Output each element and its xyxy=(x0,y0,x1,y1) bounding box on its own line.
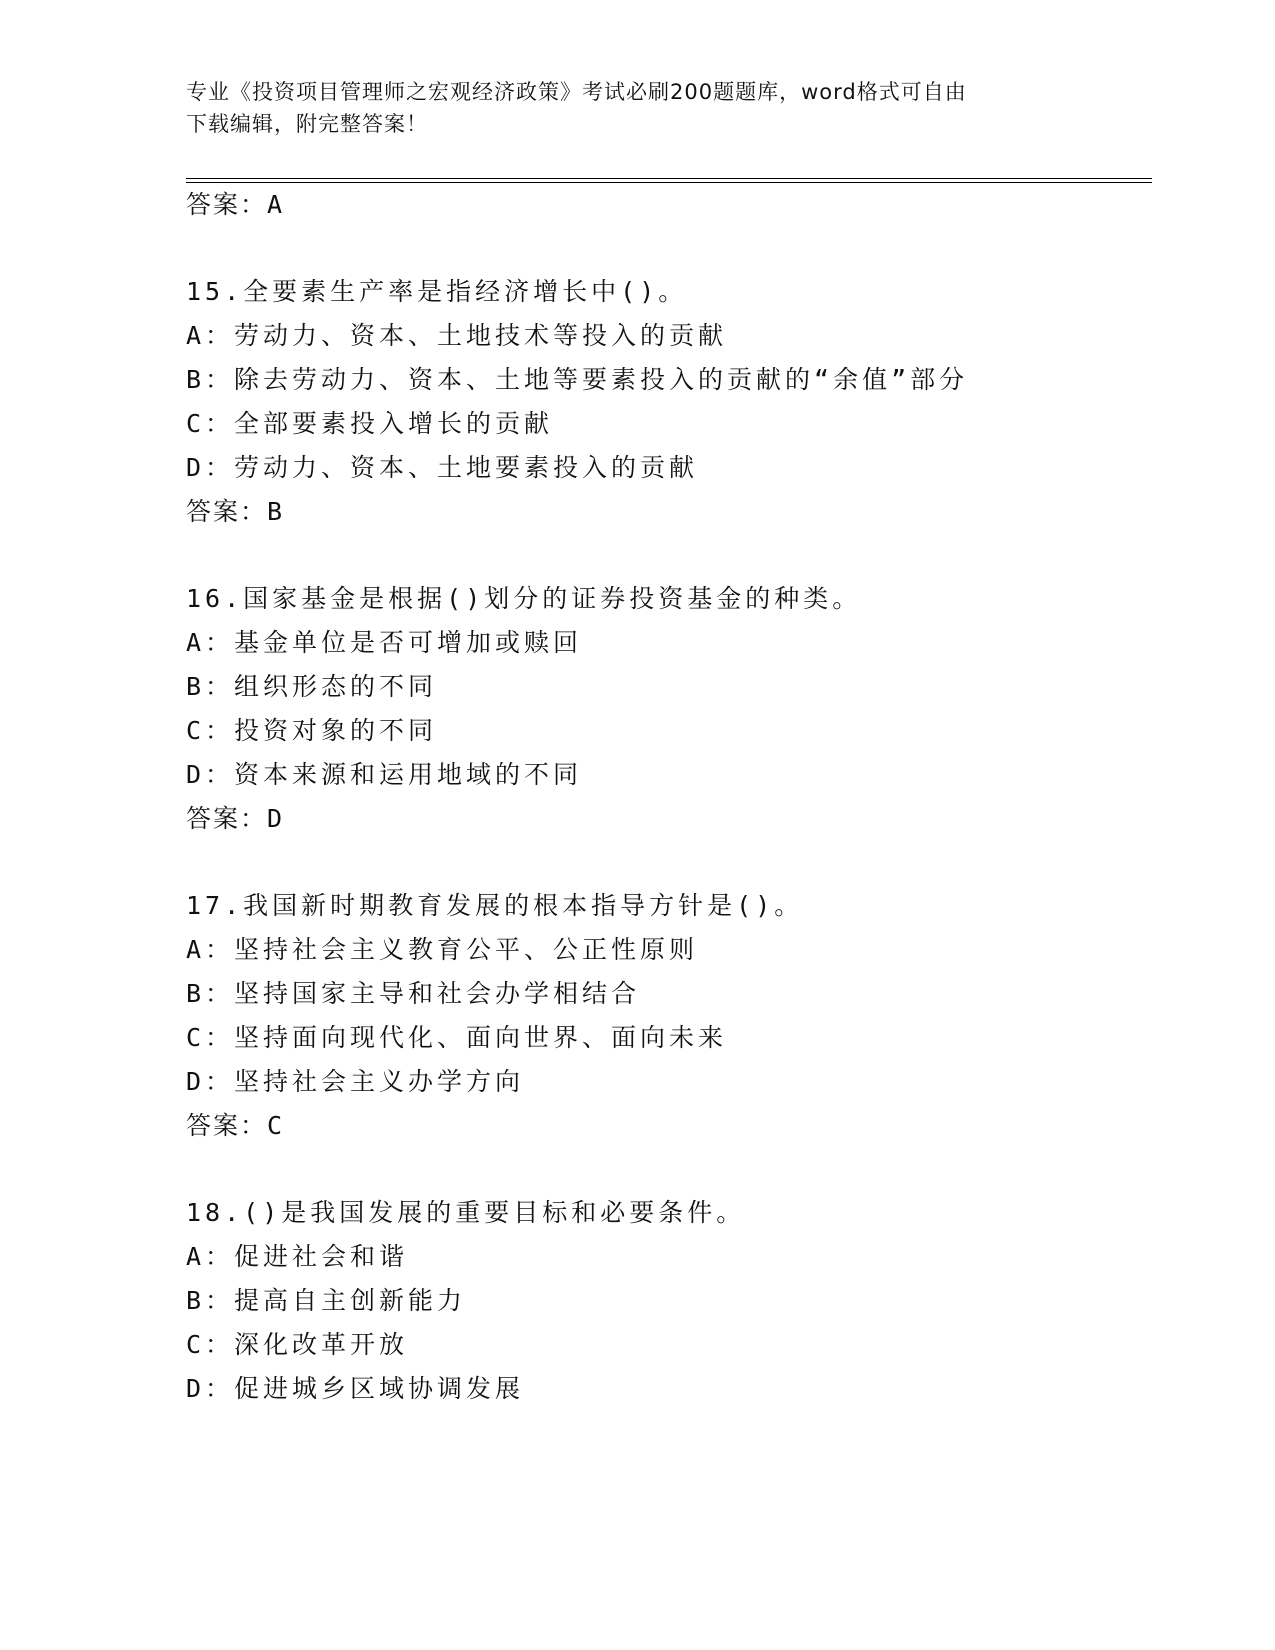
document-header xyxy=(186,76,1086,140)
question-stem: 16.国家基金是根据()划分的证券投资基金的种类。 xyxy=(186,584,862,613)
option-b: B：除去劳动力、资本、土地等要素投入的贡献的“余值”部分 xyxy=(186,365,969,394)
option-d: D：促进城乡区域协调发展 xyxy=(186,1374,525,1403)
option-a: A：促进社会和谐 xyxy=(186,1242,409,1271)
answer-label: 答案： xyxy=(186,497,268,526)
answer-label: 答案： xyxy=(186,1111,268,1140)
option-a: A：坚持社会主义教育公平、公正性原则 xyxy=(186,935,699,964)
answer-value: C xyxy=(267,1111,285,1140)
answer-line xyxy=(186,190,284,220)
answer-line xyxy=(186,497,284,527)
header-line-1: 专业《投资项目管理师之宏观经济政策》考试必刷200题题库，word格式可自由 xyxy=(186,80,967,104)
option-b: B：坚持国家主导和社会办学相结合 xyxy=(186,979,641,1008)
answer-value: D xyxy=(267,804,285,833)
option-d: D：劳动力、资本、土地要素投入的贡献 xyxy=(186,453,699,482)
option-a: A：基金单位是否可增加或赎回 xyxy=(186,628,583,657)
question-stem: 18.()是我国发展的重要目标和必要条件。 xyxy=(186,1198,746,1227)
option-b: B：组织形态的不同 xyxy=(186,672,438,701)
answer-line xyxy=(186,1111,284,1141)
answer-value: B xyxy=(267,497,285,526)
option-d: D：坚持社会主义办学方向 xyxy=(186,1067,525,1096)
question-stem: 15.全要素生产率是指经济增长中()。 xyxy=(186,277,688,306)
header-divider-thick xyxy=(186,182,1152,183)
option-c: C：全部要素投入增长的贡献 xyxy=(186,409,554,438)
header-divider-thin xyxy=(186,178,1152,179)
option-c: C：坚持面向现代化、面向世界、面向未来 xyxy=(186,1023,728,1052)
question-stem: 17.我国新时期教育发展的根本指导方针是()。 xyxy=(186,891,804,920)
header-line-2: 下载编辑，附完整答案！ xyxy=(186,112,428,136)
option-b: B：提高自主创新能力 xyxy=(186,1286,467,1315)
answer-value: A xyxy=(267,190,285,219)
answer-label: 答案： xyxy=(186,190,268,219)
option-c: C：投资对象的不同 xyxy=(186,716,438,745)
option-c: C：深化改革开放 xyxy=(186,1330,409,1359)
option-a: A：劳动力、资本、土地技术等投入的贡献 xyxy=(186,321,728,350)
answer-label: 答案： xyxy=(186,804,268,833)
option-d: D：资本来源和运用地域的不同 xyxy=(186,760,583,789)
answer-line xyxy=(186,804,284,834)
